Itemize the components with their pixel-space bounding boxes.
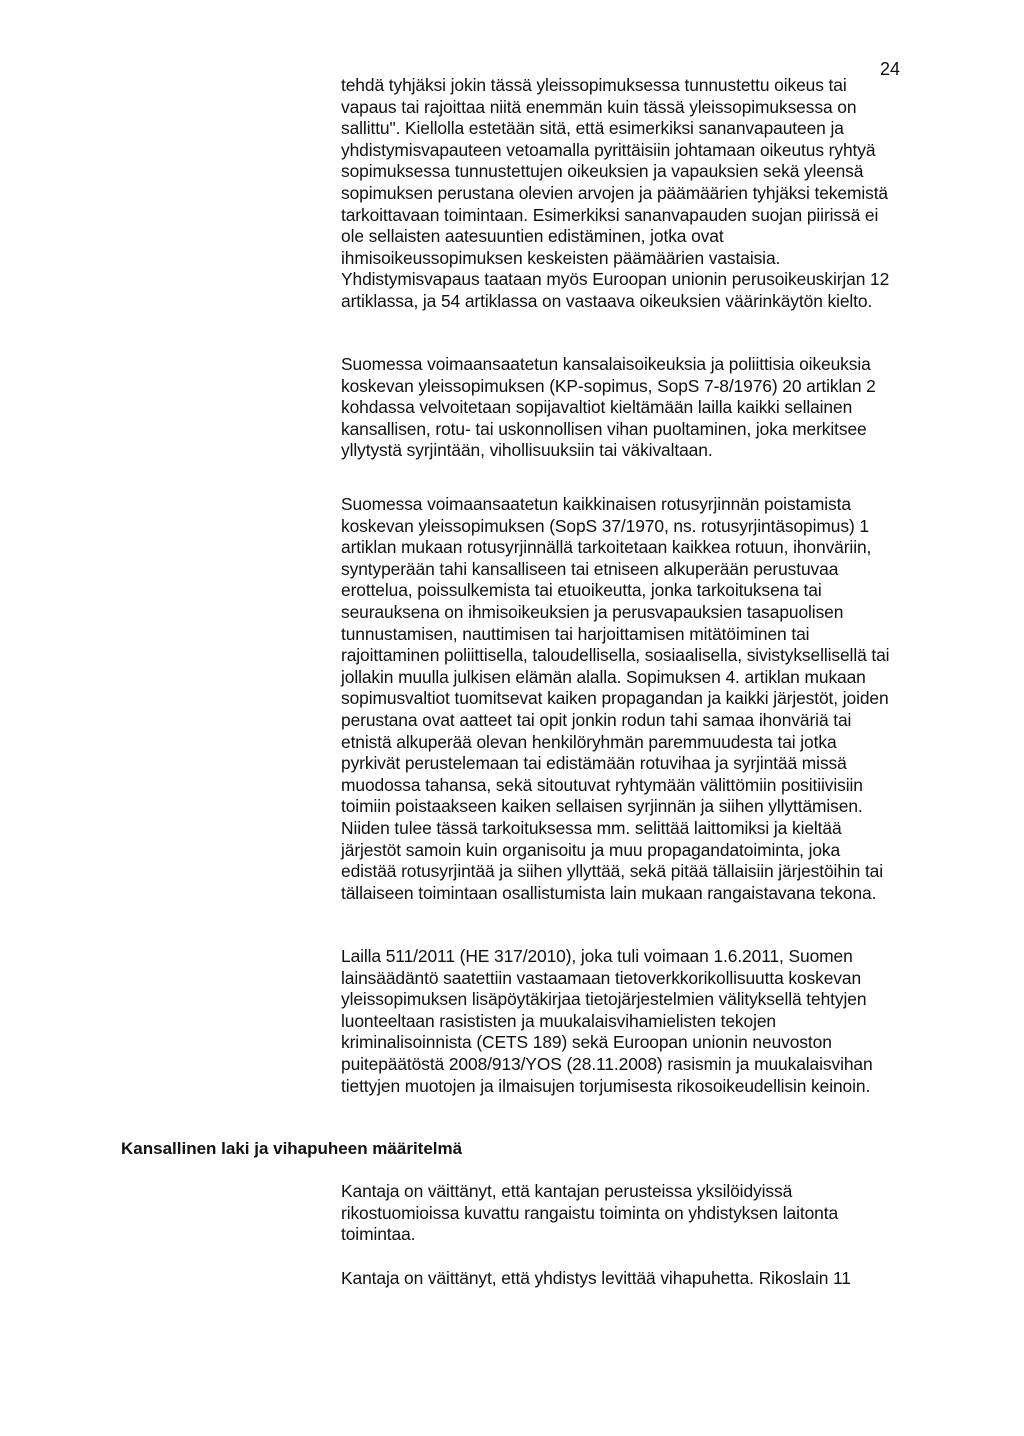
text-line: toimintaa. (341, 1224, 416, 1245)
text-line: pyrkivät perustelemaan tai edistämään rotuvihaa ja syrjintää missä (341, 753, 847, 774)
text-line: Suomessa voimaansaatetun kansalaisoikeuksia ja poliittisia oikeuksia (341, 354, 871, 374)
text-line: ole sellaisten aatesuuntien edistäminen, jotka ovat (341, 226, 724, 247)
text-line: tarkoittavaan toimintaan. Esimerkiksi sananvapauden suojan piirissä ei (341, 204, 879, 225)
text-line: artiklan mukaan rotusyrjinnällä tarkoitetaan kaikkea rotuun, ihonväriin, (341, 537, 872, 558)
text-line: koskevan yleissopimuksen (SopS 37/1970, ns. rotusyrjintäsopimus) 1 (341, 515, 869, 536)
paragraph (341, 494, 991, 904)
text-line: sopimusvaltiot tuomitsevat kaiken propagandan ja kaikki järjestöt, joiden (341, 688, 889, 709)
text-line: puitepäätöstä 2008/913/YOS (28.11.2008) rasismin ja muukalaisvihan (341, 1053, 873, 1074)
text-line: etnistä alkuperää olevan henkilöryhmän paremmuudesta tai jotka (341, 731, 837, 752)
text-line: vapaus tai rajoittaa niitä enemmän kuin tässä yleissopimuksessa on (341, 96, 857, 117)
text-line: sopimuksen perustana olevien arvojen ja päämäärien tyhjäksi tekemistä (341, 182, 889, 203)
text-line: yllytystä syrjintään, vihollisuuksiin tai väkivaltaan. (341, 440, 713, 461)
text-line: sopimuksessa tunnustettujen oikeuksien ja vapauksien sekä yleensä (341, 161, 864, 182)
text-line: Kantaja on väittänyt, että yhdistys levittää vihapuhetta. Rikoslain 11 (341, 1268, 851, 1288)
text-line: järjestöt samoin kuin organisoitu ja muu propagandatoiminta, joka (341, 839, 841, 860)
section-heading: Kansallinen laki ja vihapuheen määritelmä (121, 1139, 463, 1158)
text-line: koskevan yleissopimuksen (KP-sopimus, SopS 7-8/1976) 20 artiklan 2 (341, 375, 876, 396)
text-line: toimiin poistaakseen kaiken sellaisen syrjinnän ja siihen yllyttämisen. (341, 796, 863, 817)
text-line: kansallisen, rotu- tai uskonnollisen vihan puoltaminen, joka merkitsee (341, 418, 867, 439)
paragraph (341, 354, 991, 462)
text-line: erottelua, poissulkemista tai etuoikeutta, jonka tarkoituksena tai (341, 580, 822, 601)
page-number: 24 (880, 59, 901, 79)
text-line: ihmisoikeussopimuksen keskeisten päämäärien vastaisia. (341, 247, 781, 268)
text-line: tiettyjen muotojen ja ilmaisujen torjumisesta rikosoikeudellisin keinoin. (341, 1075, 871, 1096)
text-line: Kantaja on väittänyt, että kantajan perusteissa yksilöidyissä (341, 1181, 793, 1201)
text-line: muodossa tahansa, sekä sitoutuvat ryhtymään välittömiin positiivisiin (341, 774, 863, 795)
text-line: syntyperään tahi kansalliseen tai etniseen alkuperään perustuvaa (341, 558, 839, 579)
text-line: tällaiseen toimintaan osallistumista lain mukaan rangaistavana tekona. (341, 882, 877, 903)
paragraph (341, 1268, 991, 1290)
text-line: Suomessa voimaansaatetun kaikkinaisen rotusyrjinnän poistamista (341, 494, 851, 514)
text-line: perustana ovat aatteet tai opit jonkin rodun tahi samaa ihonväriä tai (341, 709, 852, 730)
paragraph (341, 946, 991, 1097)
text-line: lainsäädäntö saatettiin vastaamaan tietoverkkorikollisuutta koskevan (341, 967, 862, 988)
text-line: yleissopimuksen lisäpöytäkirjaa tietojärjestelmien välityksellä tehtyjen (341, 989, 867, 1010)
text-line: yhdistymisvapauteen vetoamalla pyrittäisiin johtamaan oikeutus ryhtyä (341, 139, 876, 160)
text-line: artiklassa, ja 54 artiklassa on vastaava oikeuksien väärinkäytön kielto. (341, 290, 873, 311)
paragraph (341, 75, 991, 313)
text-line: tehdä tyhjäksi jokin tässä yleissopimuksessa tunnustettu oikeus tai (341, 75, 847, 95)
text-line: rikostuomioissa kuvattu rangaistu toiminta on yhdistyksen laitonta (341, 1202, 839, 1223)
text-line: jollakin muulla julkisen elämän alalla. Sopimuksen 4. artiklan mukaan (341, 666, 866, 687)
text-line: tunnustamisen, nauttimisen tai harjoittamisen mitätöiminen tai (341, 623, 810, 644)
text-line: sallittu". Kiellolla estetään sitä, että esimerkiksi sananvapauteen ja (341, 118, 844, 139)
text-line: luonteeltaan rasististen ja muukalaisvihamielisten tekojen (341, 1010, 777, 1031)
text-line: Lailla 511/2011 (HE 317/2010), joka tuli voimaan 1.6.2011, Suomen (341, 946, 853, 966)
text-line: seurauksena on ihmisoikeuksien ja perusvapauksien tasapuolisen (341, 601, 844, 622)
paragraph (341, 1181, 991, 1246)
text-line: kohdassa velvoitetaan sopijavaltiot kieltämään lailla kaikki sellainen (341, 397, 853, 418)
text-line: edistää rotusyrjintää ja siihen yllyttää, sekä pitää tällaisiin järjestöihin tai (341, 861, 884, 882)
text-line: rajoittaminen poliittisella, taloudellisella, sosiaalisella, sivistyksellisellä tai (341, 645, 890, 666)
text-line: Yhdistymisvapaus taataan myös Euroopan unionin perusoikeuskirjan 12 (341, 269, 890, 290)
text-line: kriminalisoinnista (CETS 189) sekä Euroopan unionin neuvoston (341, 1032, 832, 1053)
text-line: Niiden tulee tässä tarkoituksessa mm. selittää laittomiksi ja kieltää (341, 817, 842, 838)
